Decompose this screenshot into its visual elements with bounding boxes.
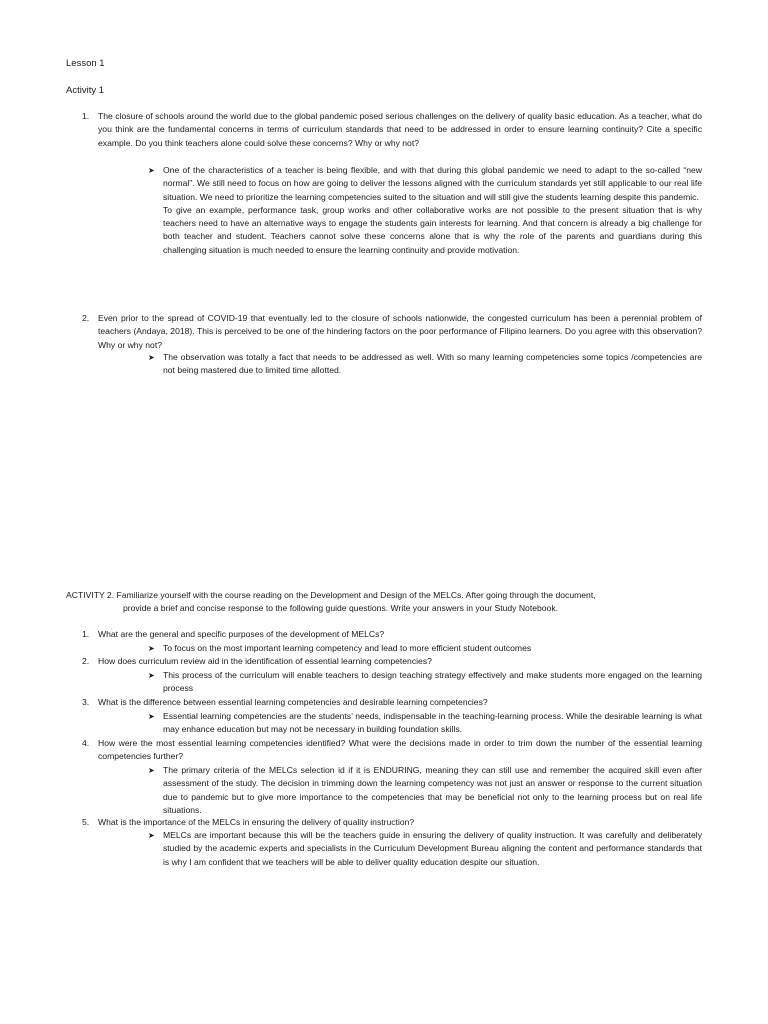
activity2-answer-3 [148, 710, 702, 737]
arrow-bullet-icon: ➤ [148, 831, 155, 840]
arrow-bullet-icon: ➤ [148, 671, 155, 680]
question-text: Even prior to the spread of COVID-19 that eventually led to the closure of schools nationwide, the congested curriculum has been a perennial problem of teachers (Andaya, 2018). This is perceived to be one of the hindering factors on the poor performance of Filipino learners. Do you agree with this observation? Why or why not? [98, 313, 702, 350]
question-text: What is the difference between essential learning competencies and desirable learning competencies? [98, 697, 488, 707]
answer-text: This process of the curriculum will enable teachers to design teaching strategy effectively and make students more engaged on the learning process [163, 670, 702, 694]
answer-paragraph: To give an example, performance task, group works and other collaborative works are not possible to the present situation that is why teachers need to have an alternative ways to engage the students gain interests for learning. And that concern is already a big challenge for both teacher and student. Teachers cannot solve these concerns alone that is why the role of the parents and guardians during this challenging situation is much needed to ensure the learning continuity and provide motivation. [163, 204, 702, 255]
activity1-answer-2 [148, 351, 702, 378]
question-number: 2. [82, 313, 90, 323]
activity2-question-4 [82, 737, 702, 764]
activity2-answer-1 [148, 642, 702, 655]
activity1-title: Activity 1 [66, 85, 105, 96]
activity1-question-1 [82, 110, 702, 150]
answer-paragraph: One of the characteristics of a teacher is being flexible, and with that during this global pandemic we need to adapt to the so-called “new normal”. We still need to focus on how are going to deliver the lessons aligned with the curriculum standards yet still applicable to our real life situation. We need to prioritize the learning competencies suited to the situation and will still give the students learning despite this pandemic. [163, 165, 702, 202]
activity2-intro-line1: Familiarize yourself with the course reading on the Development and Design of the MELCs. After going through the document, [116, 590, 596, 600]
arrow-bullet-icon: ➤ [148, 644, 155, 653]
activity2-label: ACTIVITY 2. [66, 590, 115, 600]
activity2-answer-5 [148, 829, 702, 869]
activity2-question-2 [82, 655, 702, 668]
arrow-bullet-icon: ➤ [148, 712, 155, 721]
activity2-question-5 [82, 816, 702, 829]
question-text: What are the general and specific purposes of the development of MELCs? [98, 629, 385, 639]
question-number: 1. [82, 629, 90, 639]
arrow-bullet-icon: ➤ [148, 166, 155, 175]
question-number: 2. [82, 656, 90, 666]
activity2-answer-4 [148, 764, 702, 817]
activity2-question-3 [82, 696, 702, 709]
question-number: 5. [82, 817, 90, 827]
lesson-title: Lesson 1 [66, 58, 105, 69]
question-number: 1. [82, 111, 90, 121]
answer-text: Essential learning competencies are the students’ needs, indispensable in the teaching-learning process. While the desirable learning is what may enhance education but may not be necessary in building foundation skills. [163, 711, 702, 735]
answer-text: MELCs are important because this will be the teachers guide in ensuring the delivery of quality instruction. It was carefully and deliberately studied by the academic experts and specialists in the Curriculum Development Bureau aligning the content and performance standards that is why I am confident that we teachers will be able to deliver quality education despite our situation. [163, 830, 702, 867]
activity1-answer-1 [148, 164, 702, 257]
question-text: The closure of schools around the world due to the global pandemic posed serious challenges on the delivery of quality basic education. As a teacher, what do you think are the fundamental concerns in terms of curriculum standards that need to be addressed in order to ensure learning continuity? Cite a specific example. Do you think teachers alone could solve these concerns? Why or why not? [98, 111, 702, 148]
answer-paragraph: The observation was totally a fact that needs to be addressed as well. With so many learning competencies some topics /competencies are not being mastered due to limited time allotted. [163, 352, 702, 376]
activity1-question-2 [82, 312, 702, 352]
answer-text: To focus on the most important learning competency and lead to more efficient student outcomes [163, 643, 532, 653]
arrow-bullet-icon: ➤ [148, 353, 155, 362]
activity2-intro [66, 589, 702, 616]
arrow-bullet-icon: ➤ [148, 766, 155, 775]
question-text: How were the most essential learning competencies identified? What were the decisions made in order to trim down the number of the essential learning competencies further? [98, 738, 702, 762]
question-number: 4. [82, 738, 90, 748]
activity2-answer-2 [148, 669, 702, 696]
activity2-intro-line2: provide a brief and concise response to the following guide questions. Write your answers in your Study Notebook. [123, 603, 559, 614]
answer-text: The primary criteria of the MELCs selection id if it is ENDURING, meaning they can still use and remember the acquired skill even after assessment of the study. The decision in trimming down the learning competency was not just an answer or response to the current situation due to pandemic but to give more importance to the competencies that may be beneficial not only to the learning process but on real life situations. [163, 765, 702, 815]
activity2-question-1 [82, 628, 702, 641]
question-text: How does curriculum review aid in the identification of essential learning competencies? [98, 656, 432, 666]
question-number: 3. [82, 697, 90, 707]
question-text: What is the importance of the MELCs in ensuring the delivery of quality instruction? [98, 817, 415, 827]
